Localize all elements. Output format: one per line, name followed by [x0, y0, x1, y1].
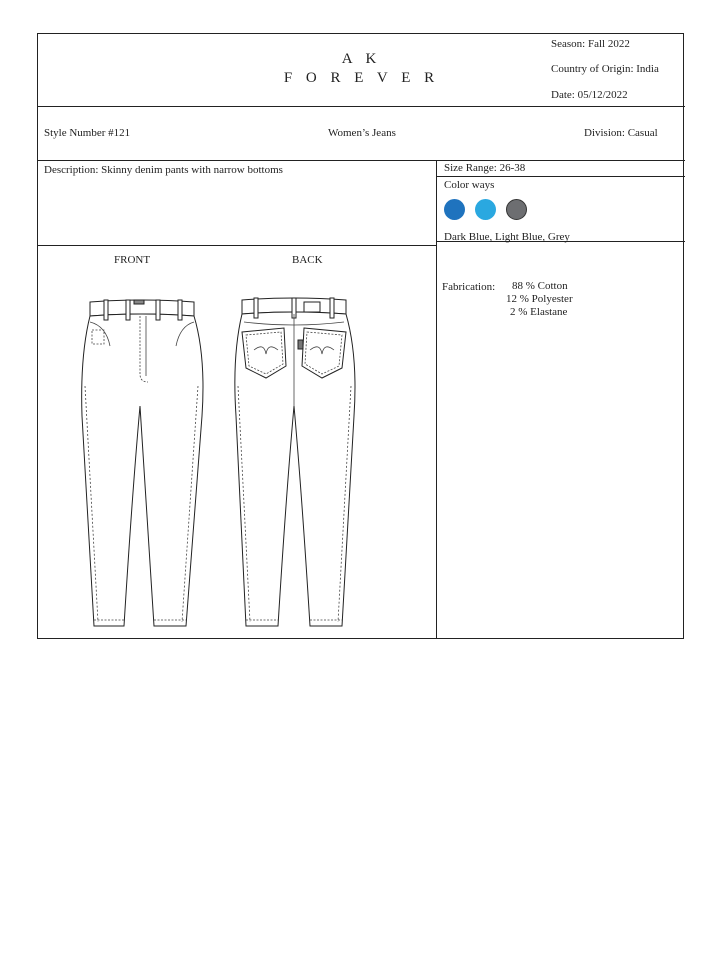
jeans-front-sketch: [76, 296, 212, 634]
brand-line-2: F O R E V E R: [283, 70, 440, 86]
tech-pack-sheet: [37, 33, 684, 639]
fabrication-list: [504, 280, 573, 319]
back-pocket-tab: [298, 340, 303, 349]
front-belt-loop-1: [104, 300, 108, 320]
divider-header: [38, 106, 685, 107]
size-range-text: Size Range: 26-38: [444, 162, 526, 174]
back-belt-loop-1: [254, 298, 258, 318]
front-belt-loop-4: [178, 300, 182, 320]
front-belt-loop-2: [126, 300, 130, 320]
divider-size-range: [437, 176, 685, 177]
garment-category: Women’s Jeans: [328, 127, 396, 139]
front-label: FRONT: [114, 254, 151, 266]
style-number: Style Number #121: [44, 127, 131, 139]
colorways-label: Color ways: [444, 179, 495, 191]
front-belt-loop-3: [156, 300, 160, 320]
fabrication-item-elastane: 2 % Elastane: [510, 306, 568, 318]
fabrication-item-cotton: 88 % Cotton: [512, 280, 568, 292]
date-text: Date: 05/12/2022: [551, 89, 628, 101]
colorways-names: Dark Blue, Light Blue, Grey: [444, 231, 570, 243]
divider-description: [38, 245, 437, 246]
fabrication-label: Fabrication:: [442, 281, 496, 293]
divider-vertical: [436, 160, 437, 639]
description-text: Description: Skinny denim pants with narrow bottoms: [44, 164, 283, 176]
back-label: BACK: [292, 254, 323, 266]
back-belt-loop-3: [330, 298, 334, 318]
season-text: Season: Fall 2022: [551, 38, 630, 50]
swatch-grey: [506, 199, 527, 220]
swatch-light-blue: [475, 199, 496, 220]
divider-style-row: [38, 160, 685, 161]
back-brand-patch: [304, 302, 320, 312]
brand-line-1: A K: [341, 51, 382, 67]
fabrication-item-polyester: 12 % Polyester: [506, 293, 573, 305]
country-text: Country of Origin: India: [551, 63, 659, 75]
division-text: Division: Casual: [584, 127, 658, 139]
swatch-dark-blue: [444, 199, 465, 220]
front-label-tab: [134, 300, 144, 304]
jeans-back-sketch: [228, 296, 364, 634]
